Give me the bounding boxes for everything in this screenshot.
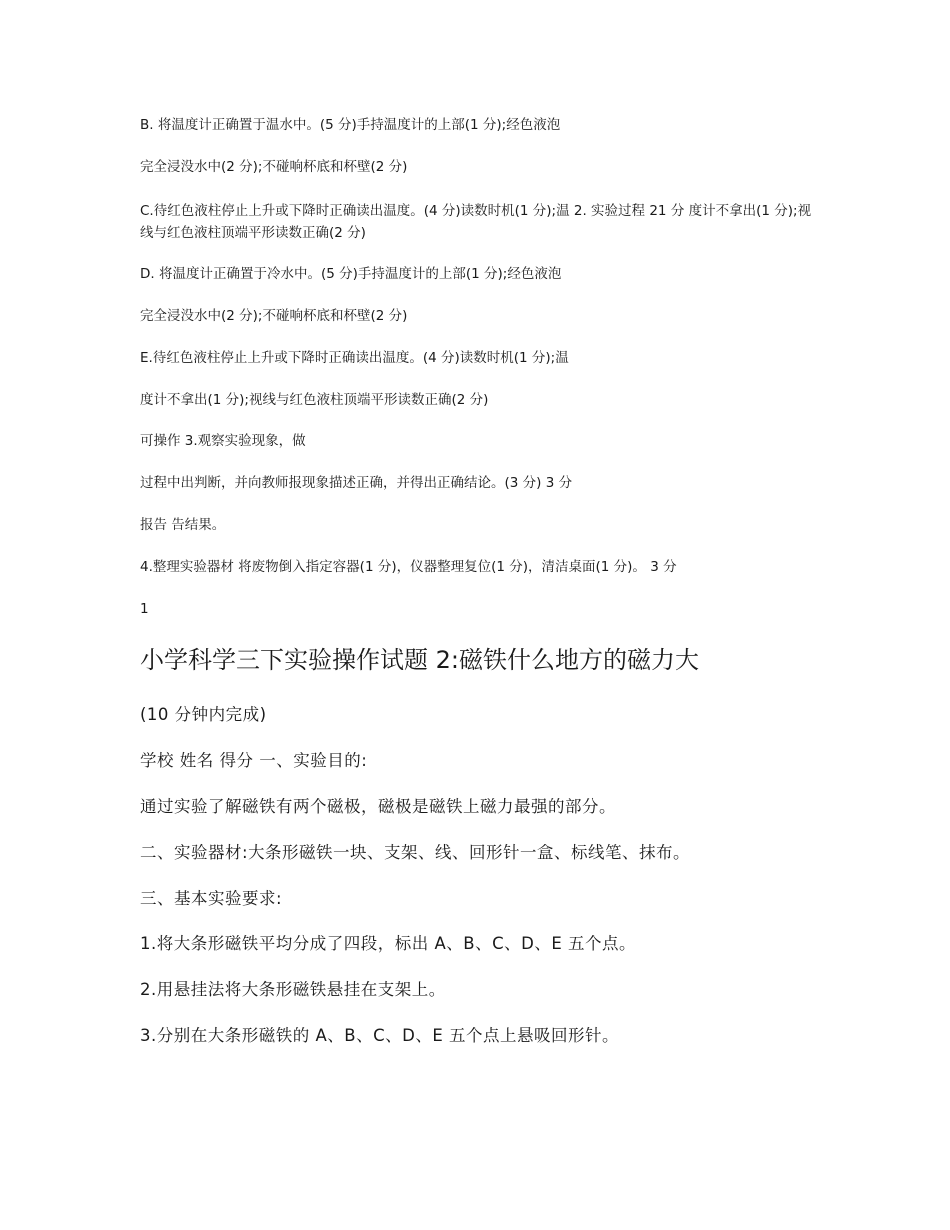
requirement-1: 1.将大条形磁铁平均分成了四段，标出 A、B、C、D、E 五个点。 xyxy=(140,934,636,953)
experiment-purpose: 通过实验了解磁铁有两个磁极，磁极是磁铁上磁力最强的部分。 xyxy=(140,797,616,816)
scoring-item-d-line1: D. 将温度计正确置于冷水中。(5 分)手持温度计的上部(1 分);经色液泡 xyxy=(140,266,562,282)
scoring-item-d-line2: 完全浸没水中(2 分);不碰响杯底和杯壁(2 分) xyxy=(140,308,408,324)
scoring-item-b-line1: B. 将温度计正确置于温水中。(5 分)手持温度计的上部(1 分);经色液泡 xyxy=(140,117,561,133)
scoring-item-3-line1: 可操作 3.观察实验现象，做 xyxy=(140,433,306,449)
experiment-materials: 二、实验器材:大条形磁铁一块、支架、线、回形针一盒、标线笔、抹布。 xyxy=(140,843,691,862)
requirement-2: 2.用悬挂法将大条形磁铁悬挂在支架上。 xyxy=(140,980,446,999)
page-number: 1 xyxy=(140,601,149,617)
scoring-item-b-line2: 完全浸没水中(2 分);不碰响杯底和杯壁(2 分) xyxy=(140,159,408,175)
page-title: 小学科学三下实验操作试题 2:磁铁什么地方的磁力大 xyxy=(140,646,699,674)
scoring-item-e-line1: E.待红色液柱停止上升或下降时正确读出温度。(4 分)读数时机(1 分);温 xyxy=(140,350,569,366)
scoring-item-3-line3: 报告 告结果。 xyxy=(140,517,226,533)
requirement-3: 3.分别在大条形磁铁的 A、B、C、D、E 五个点上悬吸回形针。 xyxy=(140,1026,619,1045)
scoring-item-e-line2: 度计不拿出(1 分);视线与红色液柱顶端平形读数正确(2 分) xyxy=(140,392,489,408)
time-note: (10 分钟内完成) xyxy=(140,705,267,724)
scoring-item-c: C.待红色液柱停止上升或下降时正确读出温度。(4 分)读数时机(1 分);温 2. 实验过程 21 分 度计不拿出(1 分);视线与红色液柱顶端平形读数正确(2 分) xyxy=(140,203,812,241)
scoring-item-4: 4.整理实验器材 将废物倒入指定容器(1 分)，仪器整理复位(1 分)，清洁桌面(1 分)。 3 分 xyxy=(140,559,677,575)
header-fields: 学校 姓名 得分 一、实验目的: xyxy=(140,751,368,770)
scoring-item-3-line2: 过程中出判断，并向教师报现象描述正确，并得出正确结论。(3 分) 3 分 xyxy=(140,475,573,491)
requirements-heading: 三、基本实验要求: xyxy=(140,889,283,908)
